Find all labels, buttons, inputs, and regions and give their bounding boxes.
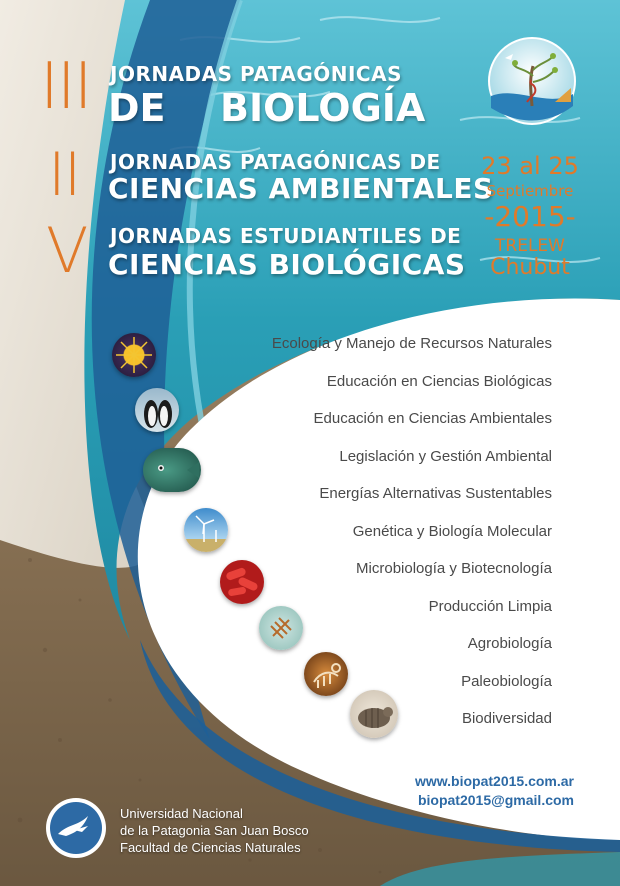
armadillo-icon	[350, 690, 398, 738]
event-city: TRELEW	[495, 236, 565, 256]
event-province: Chubut	[490, 255, 570, 280]
title-line-2-de: DE	[108, 86, 166, 130]
penguins-icon	[135, 388, 179, 432]
topic-item: Producción Limpia	[428, 598, 552, 615]
title-line-2-biologia: BIOLOGÍA	[220, 86, 426, 130]
edition-numeral-students: V	[46, 214, 87, 287]
topic-item: Genética y Biología Molecular	[352, 523, 552, 540]
event-month: Septiembre	[486, 182, 574, 200]
sea-urchin-icon	[112, 333, 156, 377]
topic-item: Biodiversidad	[461, 710, 552, 727]
topic-item: Energías Alternativas Sustentables	[319, 485, 552, 502]
wind-turbines-icon	[184, 508, 228, 552]
topic-item: Legislación y Gestión Ambiental	[339, 448, 552, 465]
event-logo	[487, 36, 577, 126]
topic-item: Educación en Ciencias Ambientales	[313, 410, 552, 427]
event-days: 23 al 25	[481, 152, 579, 180]
title-line-1: JORNADAS PATAGÓNICAS	[110, 62, 402, 86]
topic-item: Microbiología y Biotecnología	[356, 560, 552, 577]
fish-icon	[143, 448, 201, 492]
university-seal	[44, 796, 108, 860]
topic-item: Ecología y Manejo de Recursos Naturales	[271, 335, 552, 352]
title-line-3: JORNADAS PATAGÓNICAS DE	[110, 150, 441, 174]
title-line-5: JORNADAS ESTUDIANTILES DE	[110, 224, 462, 248]
topic-item: Paleobiología	[461, 673, 552, 690]
institution-line-1: Universidad Nacional	[120, 806, 243, 821]
topic-item: Educación en Ciencias Biológicas	[326, 373, 552, 390]
institution-line-3: Facultad de Ciencias Naturales	[120, 840, 301, 855]
title-line-4: CIENCIAS AMBIENTALES	[108, 172, 494, 205]
bacteria-icon	[220, 560, 264, 604]
website-link[interactable]: www.biopat2015.com.ar	[415, 773, 574, 789]
topic-item: Agrobiología	[467, 635, 552, 652]
edition-numeral-biology: III	[40, 50, 91, 124]
title-line-6: CIENCIAS BIOLÓGICAS	[108, 248, 466, 281]
fossil-icon	[304, 652, 348, 696]
email-link[interactable]: biopat2015@gmail.com	[417, 792, 574, 808]
event-year: -2015-	[484, 200, 576, 233]
edition-numeral-environmental: II	[48, 140, 80, 210]
institution-line-2: de la Patagonia San Juan Bosco	[120, 823, 309, 838]
insect-icon	[259, 606, 303, 650]
